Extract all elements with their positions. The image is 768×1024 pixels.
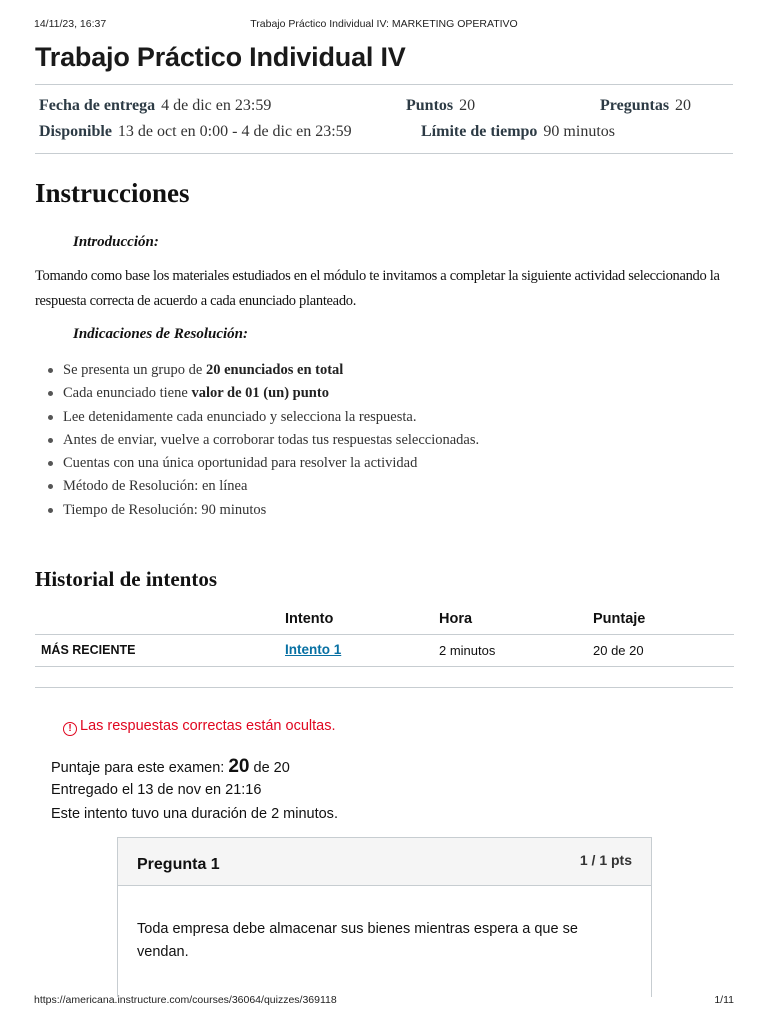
bullet-icon [48, 508, 53, 513]
warning-text: Las respuestas correctas están ocultas. [80, 718, 336, 734]
submitted-date: Entregado el 13 de nov en 21:16 [51, 782, 262, 798]
instructions-list [48, 360, 479, 523]
intro-heading: Introducción: [73, 234, 159, 250]
attempt-link[interactable]: Intento 1 [285, 642, 342, 657]
available-label: Disponible [39, 123, 112, 140]
due-date-label: Fecha de entrega [39, 97, 156, 114]
score-value: 20 [228, 756, 250, 777]
intro-text: Tomando como base los materiales estudiados en el módulo te invitamos a completar la siguiente actividad seleccionando la respuesta correcta de acuerdo a cada enunciado planteado. [35, 268, 720, 309]
print-timestamp: 14/11/23, 16:37 [34, 18, 107, 30]
question-points: 1 / 1 pts [579, 852, 632, 868]
list-item: Método de Resolución: en línea [48, 476, 479, 499]
print-title: Trabajo Práctico Individual IV: MARKETING OPERATIVO [250, 18, 518, 30]
list-item: Tiempo de Resolución: 90 minutos [48, 500, 479, 523]
instructions-heading: Instrucciones [35, 178, 190, 208]
print-header [34, 18, 734, 32]
column-header-attempt: Intento [285, 611, 334, 627]
due-date [39, 97, 271, 115]
bullet-icon [48, 461, 53, 466]
time-limit-value: 90 minutos [543, 123, 615, 140]
history-heading: Historial de intentos [35, 567, 217, 591]
points-value: 20 [459, 97, 476, 114]
attempt-time: 2 minutos [439, 643, 496, 658]
bullet-icon [48, 391, 53, 396]
questions-value: 20 [675, 97, 692, 114]
divider [35, 687, 733, 688]
table-divider [35, 666, 734, 667]
bullet-icon [48, 368, 53, 373]
points [406, 97, 475, 115]
divider [35, 84, 733, 85]
print-footer [34, 994, 734, 1008]
available-value: 13 de oct en 0:00 - 4 de dic en 23:59 [117, 123, 352, 140]
print-url: https://americana.instructure.com/courses/36064/quizzes/369118 [34, 994, 337, 1006]
questions-label: Preguntas [600, 97, 670, 114]
attempt-duration: Este intento tuvo una duración de 2 minutos. [51, 806, 338, 822]
available [39, 123, 352, 141]
bullet-icon [48, 415, 53, 420]
column-header-score: Puntaje [593, 611, 646, 627]
question-card [117, 837, 652, 997]
column-header-time: Hora [439, 611, 473, 627]
questions [600, 97, 691, 115]
time-limit [421, 123, 615, 141]
page-title: Trabajo Práctico Individual IV [35, 42, 406, 72]
list-item: Lee detenidamente cada enunciado y selecciona la respuesta. [48, 407, 479, 430]
alert-circle-icon: ! [63, 722, 77, 736]
list-item: Se presenta un grupo de 20 enunciados en total [48, 360, 479, 383]
attempt-score: 20 de 20 [593, 643, 644, 658]
row-label-latest: MÁS RECIENTE [41, 643, 136, 657]
bullet-icon [48, 438, 53, 443]
question-header [118, 838, 651, 886]
question-text: Toda empresa debe almacenar sus bienes mientras espera a que se vendan. [137, 921, 578, 960]
exam-score: Puntaje para este examen: 20 de 20 [51, 756, 290, 777]
due-date-value: 4 de dic en 23:59 [161, 97, 272, 114]
list-item: Antes de enviar, vuelve a corroborar todas tus respuestas seleccionadas. [48, 430, 479, 453]
bullet-icon [48, 484, 53, 489]
time-limit-label: Límite de tiempo [421, 123, 538, 140]
points-label: Puntos [406, 97, 454, 114]
list-item: Cada enunciado tiene valor de 01 (un) punto [48, 383, 479, 406]
hidden-answers-warning [63, 718, 336, 736]
question-title: Pregunta 1 [137, 856, 220, 873]
list-item: Cuentas con una única oportunidad para resolver la actividad [48, 453, 479, 476]
divider [35, 153, 733, 154]
table-divider [35, 634, 734, 635]
resolution-heading: Indicaciones de Resolución: [73, 326, 248, 342]
page-number: 1/11 [714, 994, 734, 1006]
